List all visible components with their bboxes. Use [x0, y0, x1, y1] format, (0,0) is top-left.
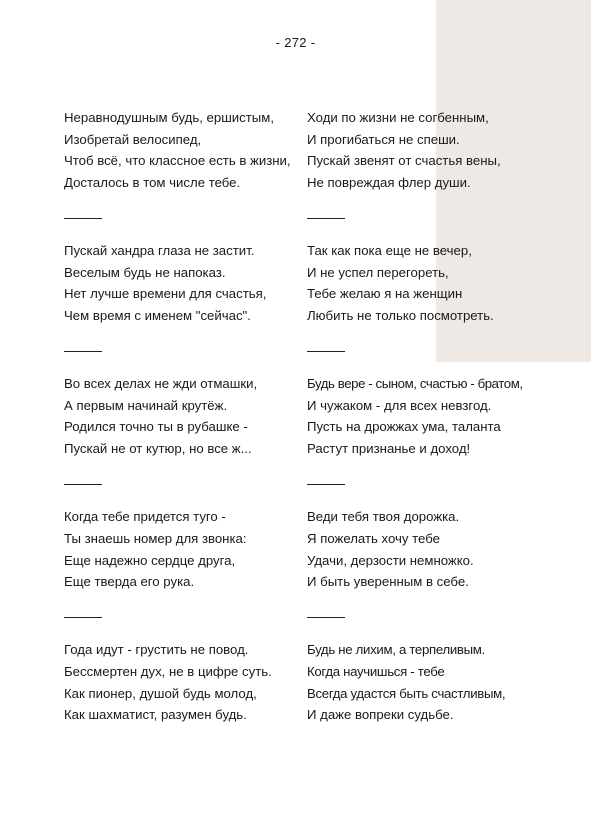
poem-line: Всегда удастся быть счастливым, [307, 685, 506, 701]
poem-line: И даже вопреки судьбе. [307, 707, 454, 723]
poem-line: Еще надежно сердце друга, [64, 552, 236, 568]
poem-line: А первым начинай крутёж. [64, 397, 228, 413]
poem-line: Бессмертен дух, не в цифре суть. [64, 663, 272, 679]
poem-line: Когда тебе придется туго - [64, 509, 226, 525]
stanza [307, 506, 547, 593]
stanza-separator [307, 351, 345, 352]
stanza [64, 639, 299, 726]
stanza-separator [64, 617, 102, 618]
poem-line: Пускай не от кутюр, но все ж... [64, 441, 252, 457]
poem-line: Будь не лихим, а терпеливым. [307, 642, 485, 658]
poem-line: Года идут - грустить не повод. [64, 642, 249, 658]
stanza [307, 240, 547, 327]
poem-line: Пускай звенят от счастья вены, [307, 153, 501, 169]
poem-line: Веселым будь не напоказ. [64, 264, 226, 280]
poem-line: Неравнодушным будь, ершистым, [64, 110, 274, 125]
stanza-separator [64, 218, 102, 219]
poem-line: Ходи по жизни не согбенным, [307, 110, 489, 125]
poem-line: Будь вере - сыном, счастью - братом, [307, 376, 523, 392]
stanza [64, 240, 299, 327]
poem-line: Веди тебя твоя дорожка. [307, 509, 460, 525]
poem-line: Изобретай велосипед, [64, 131, 202, 147]
stanza [64, 107, 299, 194]
poem-line: Как пионер, душой будь молод, [64, 685, 257, 701]
poem-line: Так как пока еще не вечер, [307, 243, 472, 259]
poem-line: Как шахматист, разумен будь. [64, 707, 247, 723]
poem-line: Любить не только посмотреть. [307, 308, 494, 324]
poem-line: Нет лучше времени для счастья, [64, 286, 267, 302]
poem-line: Чтоб всё, что классное есть в жизни, [64, 153, 291, 169]
left-column [64, 107, 299, 726]
poem-line: Родился точно ты в рубашке - [64, 419, 248, 435]
poem-line: И прогибаться не спеши. [307, 131, 460, 147]
poem-line: И не успел перегореть, [307, 264, 449, 280]
page-number: - 272 - [275, 35, 316, 50]
right-column [307, 107, 547, 726]
stanza-separator [307, 484, 345, 485]
stanza-separator [64, 484, 102, 485]
poem-line: Пусть на дрожжах ума, таланта [307, 419, 501, 435]
poem-line: И чужаком - для всех невзгод. [307, 397, 492, 413]
poem-line: Тебе желаю я на женщин [307, 286, 463, 302]
poem-line: Когда научишься - тебе [307, 663, 445, 679]
poem-line: Пускай хандра глаза не застит. [64, 243, 255, 259]
poem-line: Досталось в том числе тебе. [64, 175, 241, 191]
poem-line: Удачи, дерзости немножко. [307, 552, 474, 568]
poem-line: Ты знаешь номер для звонка: [64, 530, 247, 546]
poem-line: Не повреждая флер души. [307, 175, 471, 191]
stanza-separator [64, 351, 102, 352]
poem-line: Растут признанье и доход! [307, 441, 471, 457]
stanza [64, 506, 299, 593]
stanza [64, 373, 299, 460]
stanza-separator [307, 617, 345, 618]
poem-line: Я пожелать хочу тебе [307, 530, 440, 546]
stanza [307, 373, 547, 460]
stanza [307, 639, 547, 726]
poem-line: Чем время с именем "сейчас". [64, 308, 251, 324]
stanza-separator [307, 218, 345, 219]
poem-line: И быть уверенным в себе. [307, 574, 469, 590]
poem-line: Во всех делах не жди отмашки, [64, 376, 258, 392]
stanza [307, 107, 547, 194]
poem-line: Еще тверда его рука. [64, 574, 195, 590]
